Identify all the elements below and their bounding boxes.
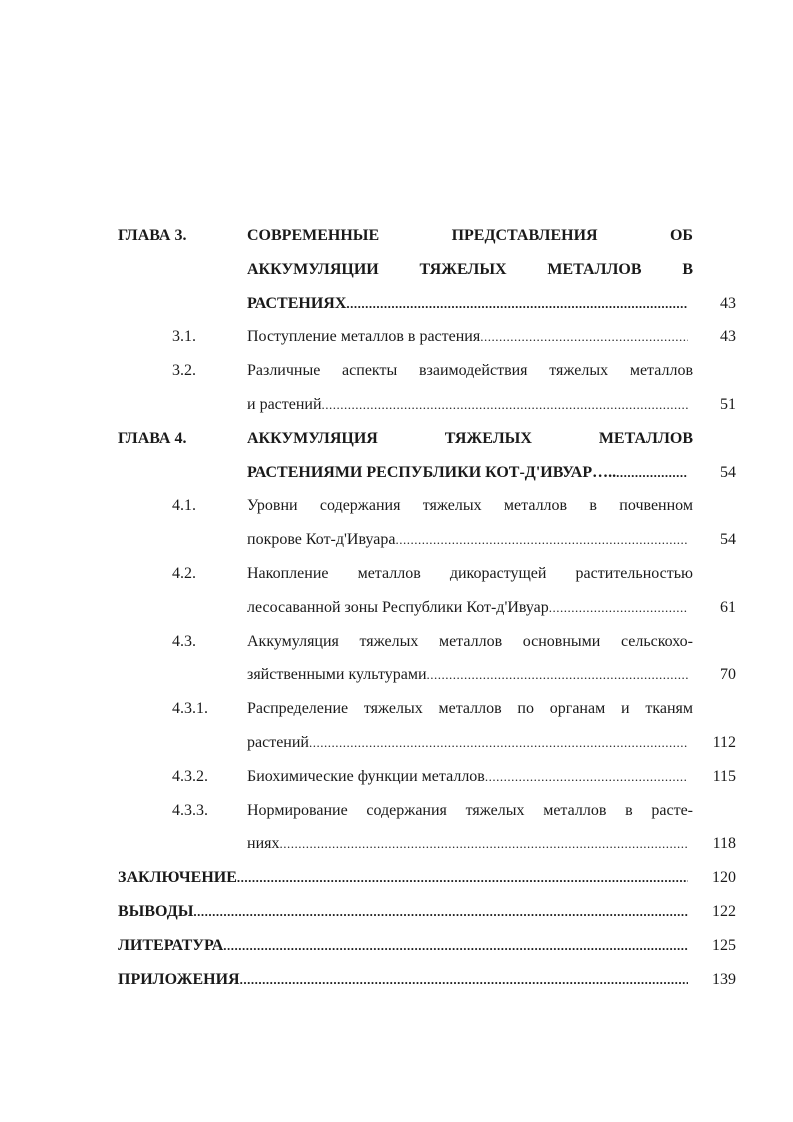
toc-page-number: 112 xyxy=(712,733,736,751)
dot-leader xyxy=(247,323,688,351)
toc-entry-line[interactable] xyxy=(0,492,793,526)
toc-entry-line[interactable] xyxy=(0,763,793,797)
toc-entry-title: Различные аспекты взаимодействия тяжелых металлов xyxy=(247,362,693,380)
leader-dots xyxy=(193,898,688,926)
dot-leader xyxy=(247,594,688,622)
toc-entry-number: 4.3.1. xyxy=(172,700,208,718)
toc-entry-line[interactable] xyxy=(0,932,793,966)
toc-entry-title-text: ЗАКЛЮЧЕНИЕ xyxy=(118,869,237,887)
toc-entry-title xyxy=(247,526,693,554)
toc-entry-title xyxy=(247,763,693,791)
toc-entry-line[interactable] xyxy=(0,391,793,425)
toc-entry-line[interactable] xyxy=(0,797,793,831)
toc-entry-title-text: РАСТЕНИЯХ xyxy=(247,294,347,312)
toc-page-number: 43 xyxy=(720,328,736,346)
toc-entry-line[interactable] xyxy=(0,425,793,459)
leader-dots xyxy=(309,729,688,757)
toc-entry-title xyxy=(247,661,693,689)
toc-entry-line[interactable] xyxy=(0,256,793,290)
toc-entry-number: 4.3.2. xyxy=(172,767,208,785)
toc-entry-title xyxy=(118,898,688,926)
toc-entry-line[interactable] xyxy=(0,661,793,695)
toc-entry-title-text: ниях xyxy=(247,835,280,853)
toc-entry-number: 4.1. xyxy=(172,497,196,515)
toc-entry-title: Аккумуляция тяжелых металлов основными сельскохо- xyxy=(247,632,693,650)
toc-page-number: 139 xyxy=(712,970,736,988)
toc-page-number: 122 xyxy=(712,902,736,920)
dot-leader xyxy=(247,661,688,689)
leader-dots xyxy=(427,661,688,689)
dot-leader xyxy=(247,729,688,757)
toc-entry-line[interactable] xyxy=(0,560,793,594)
toc-entry-title xyxy=(247,594,693,622)
toc-page-number: 51 xyxy=(720,395,736,413)
toc-entry-title xyxy=(118,864,688,892)
leader-dots xyxy=(346,290,688,318)
toc-entry-title-text: ВЫВОДЫ xyxy=(118,902,194,920)
toc-entry-title xyxy=(247,391,693,419)
toc-page-number: 115 xyxy=(712,767,736,785)
toc-entry-title: Уровни содержания тяжелых металлов в почвенном xyxy=(247,497,693,515)
toc-entry-title-text: ЛИТЕРАТУРА xyxy=(118,936,224,954)
toc-entry-line[interactable] xyxy=(0,222,793,256)
dot-leader xyxy=(247,290,688,318)
toc-entry-line[interactable] xyxy=(0,898,793,932)
leader-dots xyxy=(549,594,688,622)
toc-page-number: 61 xyxy=(720,598,736,616)
toc-entry-line[interactable] xyxy=(0,290,793,324)
dot-leader xyxy=(247,830,688,858)
toc-entry-line[interactable] xyxy=(0,526,793,560)
toc-entry-line[interactable] xyxy=(0,864,793,898)
toc-entry-line[interactable] xyxy=(0,966,793,1000)
toc-entry-title xyxy=(118,966,688,994)
toc-entry-number: 4.2. xyxy=(172,564,196,582)
toc-entry-title xyxy=(247,830,693,858)
dot-leader xyxy=(118,932,688,960)
toc-entry-title xyxy=(247,459,693,487)
toc-entry-title-text: Поступление металлов в растения xyxy=(247,328,481,346)
toc-entry-title xyxy=(247,323,693,351)
toc-entry-number: 3.2. xyxy=(172,362,196,380)
toc-entry-line[interactable] xyxy=(0,628,793,662)
leader-dots xyxy=(395,526,688,554)
toc-entry-title: Нормирование содержания тяжелых металлов в расте- xyxy=(247,801,693,819)
dot-leader xyxy=(247,391,688,419)
leader-dots xyxy=(480,323,688,351)
toc-entry-title-text: покрове Кот-д'Ивуара xyxy=(247,531,396,549)
toc-entry-number: ГЛАВА 3. xyxy=(118,227,187,244)
toc-page-number: 54 xyxy=(720,463,736,481)
toc-entry-number: 4.3.3. xyxy=(172,801,208,819)
toc-entry-line[interactable] xyxy=(0,695,793,729)
toc-entry-number: ГЛАВА 4. xyxy=(118,429,187,447)
leader-dots xyxy=(237,864,688,892)
dot-leader xyxy=(247,459,688,487)
toc-entry-title-text: РАСТЕНИЯМИ РЕСПУБЛИКИ КОТ-Д'ИВУАР….. xyxy=(247,463,617,481)
toc-entry-title-text: и растений xyxy=(247,395,322,413)
toc-page-number: 70 xyxy=(720,666,736,684)
toc-entry-title xyxy=(247,290,693,318)
toc-entry-title: Накопление металлов дикорастущей растительностью xyxy=(247,564,693,582)
leader-dots xyxy=(616,459,688,487)
toc-page-number: 125 xyxy=(712,936,736,954)
toc-entry-title: Распределение тяжелых металлов по органам и тканям xyxy=(247,700,693,718)
toc-entry-line[interactable] xyxy=(0,459,793,493)
toc-entry-line[interactable] xyxy=(0,357,793,391)
toc-entry-title xyxy=(247,729,693,757)
toc-entry-title: АККУМУЛЯЦИИ ТЯЖЕЛЫХ МЕТАЛЛОВ В xyxy=(247,260,693,278)
toc-entry-title-text: растений xyxy=(247,733,309,751)
toc-entry-number: 4.3. xyxy=(172,632,196,650)
toc-entry-title: СОВРЕМЕННЫЕ ПРЕДСТАВЛЕНИЯ ОБ xyxy=(247,227,693,244)
dot-leader xyxy=(118,966,688,994)
toc-page-number: 43 xyxy=(720,294,736,312)
toc-page-number: 118 xyxy=(712,835,736,853)
dot-leader xyxy=(118,898,688,926)
leader-dots xyxy=(279,830,688,858)
dot-leader xyxy=(247,763,688,791)
toc-entry-title xyxy=(118,932,688,960)
dot-leader xyxy=(118,864,688,892)
toc-entry-number: 3.1. xyxy=(172,328,196,346)
toc-page-number: 120 xyxy=(712,869,736,887)
leader-dots xyxy=(485,763,688,791)
table-of-contents xyxy=(0,222,793,999)
toc-entry-line[interactable] xyxy=(0,729,793,763)
toc-entry-title-text: зяйственными культурами xyxy=(247,666,427,684)
toc-entry-line[interactable] xyxy=(0,830,793,864)
toc-entry-title-text: Биохимические функции металлов xyxy=(247,767,485,785)
leader-dots xyxy=(240,966,688,994)
leader-dots xyxy=(223,932,688,960)
toc-entry-title-text: ПРИЛОЖЕНИЯ xyxy=(118,970,240,988)
toc-entry-title: АККУМУЛЯЦИЯ ТЯЖЕЛЫХ МЕТАЛЛОВ xyxy=(247,429,693,447)
toc-entry-line[interactable] xyxy=(0,323,793,357)
dot-leader xyxy=(247,526,688,554)
toc-entry-title-text: лесосаванной зоны Республики Кот-д'Ивуар xyxy=(247,598,549,616)
leader-dots xyxy=(322,391,688,419)
toc-page-number: 54 xyxy=(720,531,736,549)
toc-entry-line[interactable] xyxy=(0,594,793,628)
